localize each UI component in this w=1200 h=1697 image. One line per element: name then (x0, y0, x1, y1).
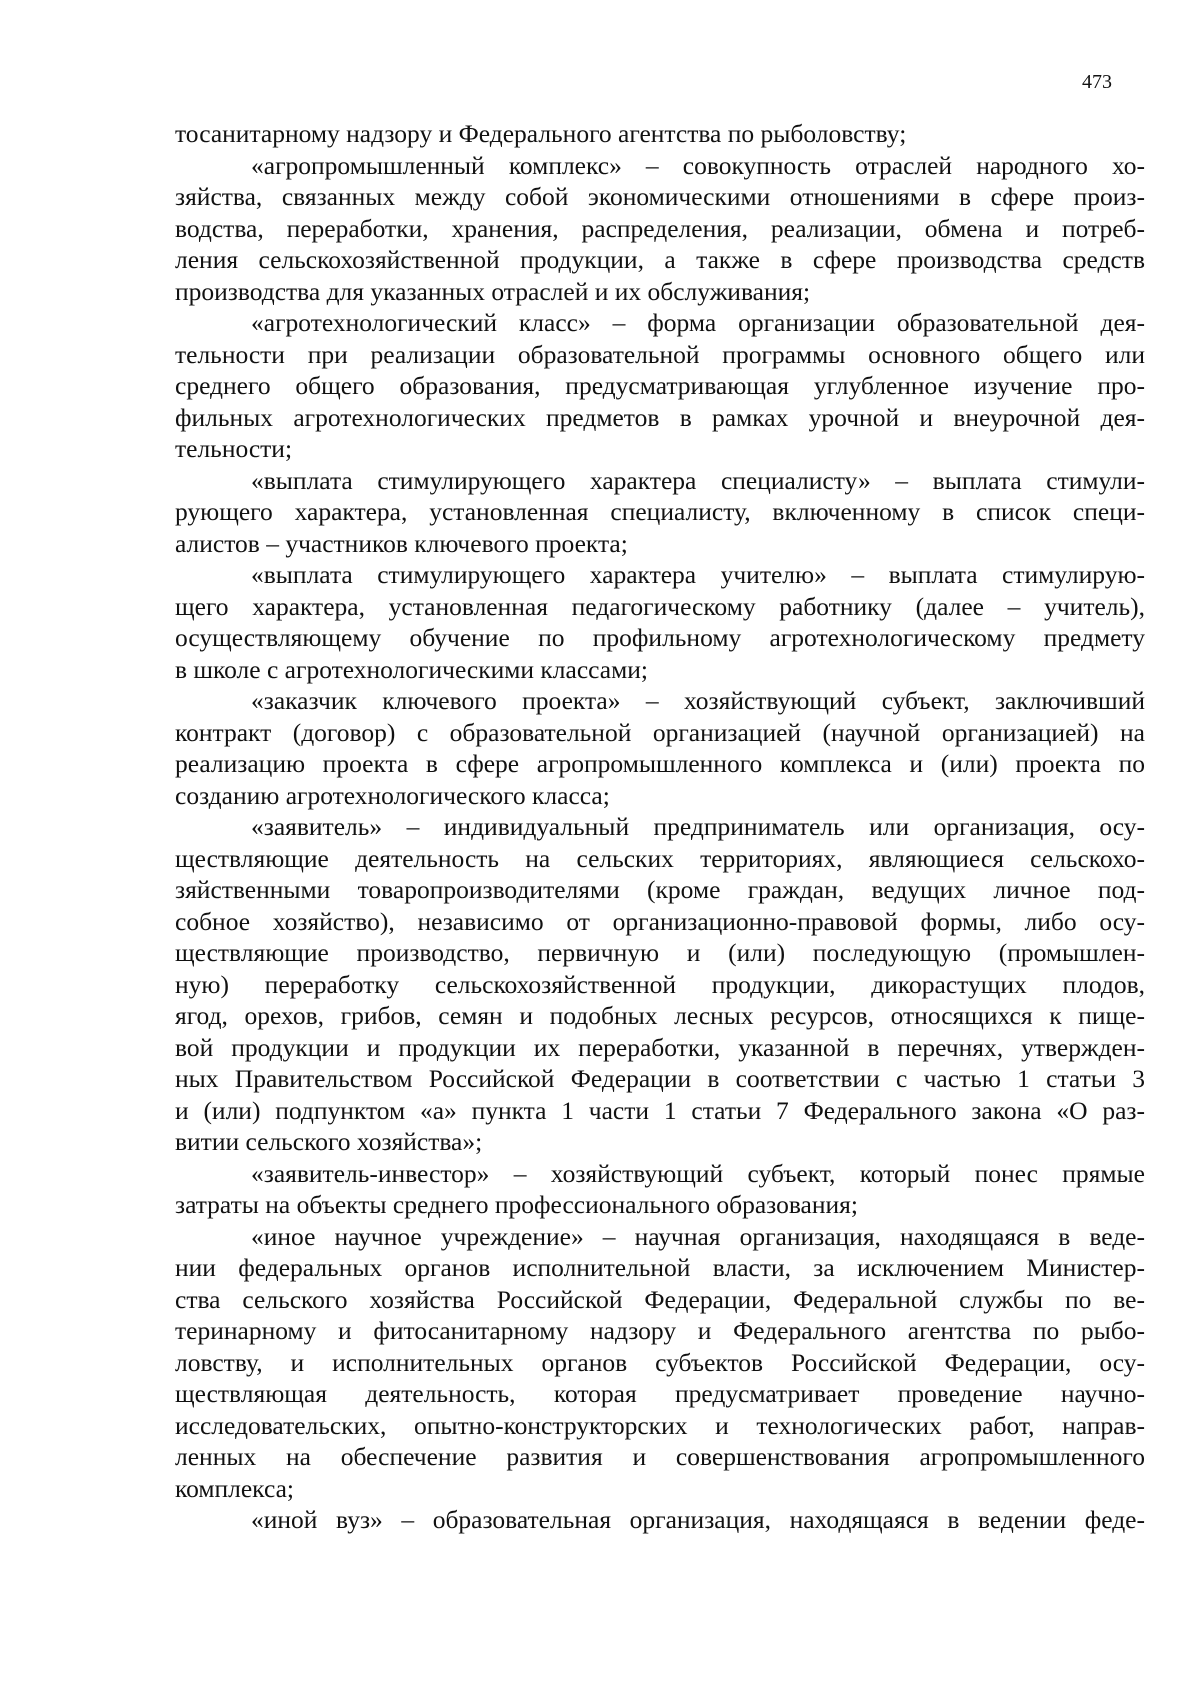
text-line: ленных на обеспечение развития и совершенствования агропромышленного (175, 1442, 1145, 1471)
text-line: водства, переработки, хранения, распределения, реализации, обмена и потреб- (175, 213, 1145, 243)
text-line: собное хозяйство), независимо от организационно-правовой формы, либо осу- (175, 906, 1145, 936)
text-line: ных Правительством Российской Федерации в соответствии с частью 1 статьи 3 (175, 1064, 1145, 1093)
text-line: ную) переработку сельскохозяйственной продукции, дикорастущих плодов, (175, 969, 1145, 999)
text-line: рующего характера, установленная специалисту, включенному в список специ- (175, 497, 1145, 526)
text-line: тельности; (175, 434, 293, 463)
text-line: комплекса; (175, 1473, 294, 1503)
text-line: тосанитарному надзору и Федерального агентства по рыболовству; (175, 119, 907, 148)
text-line: созданию агротехнологического класса; (175, 780, 610, 810)
text-line: щего характера, установленная педагогическому работнику (далее – учитель), (175, 591, 1145, 621)
text-line: «агротехнологический класс» – форма организации образовательной дея- (251, 308, 1145, 337)
text-line: среднего общего образования, предусматривающая углубленное изучение про- (175, 371, 1145, 400)
text-line: ягод, орехов, грибов, семян и подобных лесных ресурсов, относящихся к пище- (175, 1001, 1145, 1030)
text-line: ловству, и исполнительных органов субъектов Российской Федерации, осу- (175, 1347, 1145, 1377)
text-line: ления сельскохозяйственной продукции, а также в сфере производства средств (175, 245, 1145, 274)
text-line: «заявитель-инвестор» – хозяйствующий субъект, который понес прямые (251, 1158, 1145, 1188)
text-line: витии сельского хозяйства»; (175, 1127, 483, 1156)
text-line: производства для указанных отраслей и их обслуживания; (175, 276, 811, 306)
text-line: теринарному и фитосанитарному надзору и Федерального агентства по рыбо- (175, 1316, 1145, 1345)
text-line: ществляющие деятельность на сельских территориях, являющиеся сельскохо- (175, 843, 1145, 873)
text-line: тельности при реализации образовательной программы основного общего или (175, 339, 1145, 369)
text-line: и (или) подпунктом «а» пункта 1 части 1 статьи 7 Федерального закона «О раз- (175, 1095, 1145, 1125)
text-line: «иное научное учреждение» – научная организация, находящаяся в веде- (251, 1221, 1145, 1251)
text-line: «заказчик ключевого проекта» – хозяйствующий субъект, заключивший (251, 686, 1145, 715)
text-line: «заявитель» – индивидуальный предприниматель или организация, осу- (251, 812, 1145, 841)
text-line: алистов – участников ключевого проекта; (175, 528, 628, 558)
text-line: ства сельского хозяйства Российской Федерации, Федеральной службы по ве- (175, 1284, 1145, 1314)
text-line: вой продукции и продукции их переработки, указанной в перечнях, утвержден- (175, 1032, 1145, 1062)
page-number: 473 (1082, 71, 1112, 93)
text-line: ществляющая деятельность, которая предусматривает проведение научно- (175, 1379, 1145, 1408)
text-line: осуществляющему обучение по профильному агротехнологическому предмету (175, 623, 1145, 652)
text-line: фильных агротехнологических предметов в рамках урочной и внеурочной дея- (175, 402, 1145, 432)
text-line: зяйственными товаропроизводителями (кроме граждан, ведущих личное под- (175, 875, 1145, 904)
text-line: ществляющие производство, первичную и (или) последующую (промышлен- (175, 938, 1145, 967)
text-line: зяйства, связанных между собой экономическими отношениями в сфере произ- (175, 182, 1145, 211)
text-line: «выплата стимулирующего характера специалисту» – выплата стимули- (251, 465, 1145, 495)
text-line: «выплата стимулирующего характера учителю» – выплата стимулирую- (251, 560, 1145, 589)
text-line: «иной вуз» – образовательная организация, находящаяся в ведении феде- (251, 1505, 1145, 1534)
text-line: реализацию проекта в сфере агропромышленного комплекса и (или) проекта по (175, 749, 1145, 778)
body-text (175, 118, 1145, 1536)
text-line: контракт (договор) с образовательной организацией (научной организацией) на (175, 717, 1145, 747)
text-line: в школе с агротехнологическими классами; (175, 654, 648, 684)
text-line: «агропромышленный комплекс» – совокупность отраслей народного хо- (251, 150, 1145, 180)
text-line: затраты на объекты среднего профессионального образования; (175, 1190, 858, 1219)
text-line: нии федеральных органов исполнительной власти, за исключением Министер- (175, 1253, 1145, 1282)
text-line: исследовательских, опытно-конструкторских и технологических работ, направ- (175, 1410, 1145, 1440)
